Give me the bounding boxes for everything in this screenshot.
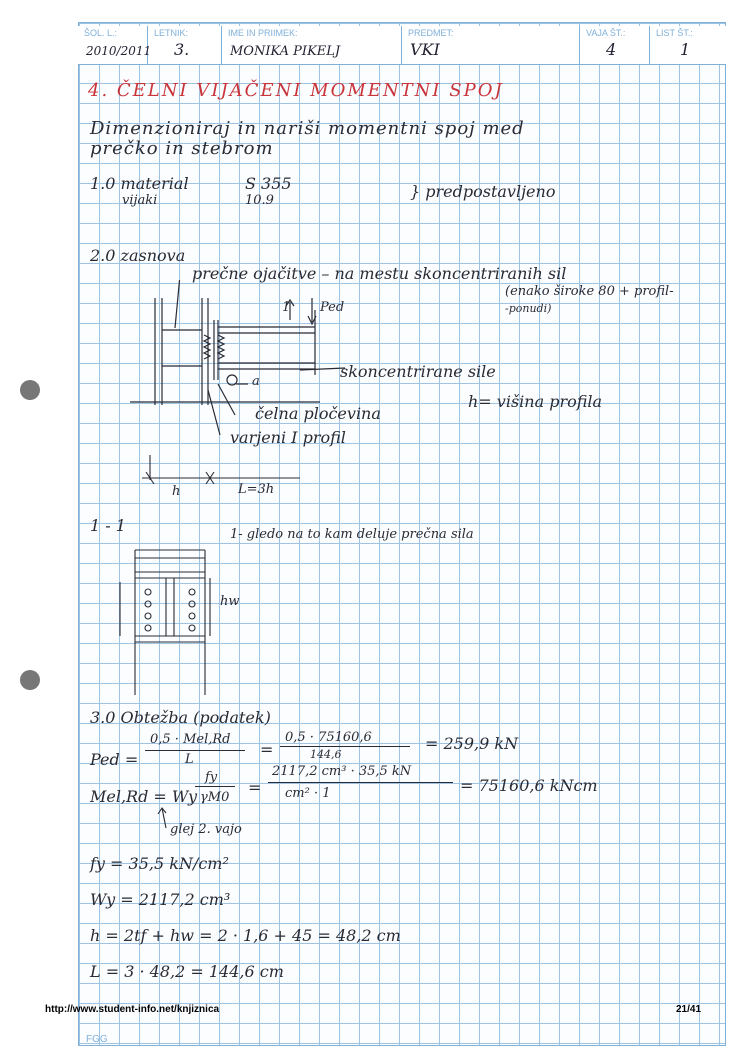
eq1-mid-numerator: 0,5 · 75160,6 — [285, 730, 372, 745]
footer-fgg: FGG — [86, 1034, 108, 1045]
eq1-denominator: L — [185, 752, 194, 767]
header-table — [78, 26, 726, 65]
stiffener-note: prečne ojačitve – na mestu skoncentriranih sil — [192, 264, 567, 283]
eq2-result: = 75160,6 kNcm — [460, 776, 598, 795]
header-label: LIST ŠT.: — [656, 28, 693, 38]
eq2-note: glej 2. vajo — [170, 822, 242, 837]
bolts-value: 10.9 — [245, 193, 274, 208]
eq2-numerator: fy — [205, 770, 218, 785]
eq2-denominator: γM0 — [200, 790, 230, 805]
footer-page-number: 21/41 — [676, 1004, 702, 1015]
bolts-label: vijaki — [122, 193, 158, 208]
section-arrow-label: 1 — [282, 300, 291, 315]
eq2-lhs: Mel,Rd = Wy — [90, 787, 198, 806]
header-name — [222, 26, 402, 64]
eq1-numerator: 0,5 · Mel,Rd — [150, 732, 231, 747]
web-height-label: hw — [220, 594, 240, 609]
eq2-mid-fraction-bar — [268, 782, 453, 783]
wy-value: Wy = 2117,2 cm³ — [90, 890, 231, 909]
header-value: 1 — [680, 40, 691, 59]
material-note: } predpostavljeno — [410, 182, 556, 201]
section-sketch — [100, 540, 260, 700]
eq1-mid-denominator: 144,6 — [310, 748, 342, 761]
concept-label: 2.0 zasnova — [90, 246, 186, 265]
load-label: Ped — [320, 300, 345, 315]
eq1-equals: = — [260, 740, 274, 759]
dimension-line — [140, 450, 310, 490]
footer-url: http://www.student-info.net/knjiznica — [45, 1004, 220, 1015]
eq1-result: = 259,9 kN — [425, 734, 519, 753]
header-label: ŠOL. L.: — [84, 28, 118, 38]
material-label: 1.0 material — [90, 174, 189, 193]
page-title: 4. ČELNI VIJAČENI MOMENTNI SPOJ — [88, 80, 504, 101]
header-value: 3. — [174, 40, 190, 59]
dim-h-label: h — [172, 484, 181, 499]
welded-profile-label: varjeni I profil — [230, 428, 346, 447]
header-label: PREDMET: — [408, 28, 454, 38]
weld-label: a — [252, 374, 260, 389]
L-value: L = 3 · 48,2 = 144,6 cm — [90, 962, 284, 981]
loading-label: 3.0 Obtežba (podatek) — [90, 708, 271, 727]
dim-L-label: L=3h — [238, 482, 275, 497]
material-value: S 355 — [245, 174, 292, 193]
header-label: VAJA ŠT.: — [586, 28, 626, 38]
header-value: MONIKA PIKELJ — [230, 44, 341, 59]
concentrated-forces-label: skoncentrirane sile — [340, 362, 496, 381]
eq2-mid-numerator: 2117,2 cm³ · 35,5 kN — [272, 764, 412, 779]
intro-line-2: prečko in stebrom — [90, 138, 274, 159]
header-subject — [402, 26, 580, 64]
header-value: 4 — [606, 40, 617, 59]
fy-value: fy = 35,5 kN/cm² — [90, 854, 229, 873]
stiffener-note-3: -ponudi) — [505, 302, 552, 315]
intro-line-1: Dimenzioniraj in nariši momentni spoj med — [90, 118, 525, 139]
punch-hole-top — [20, 380, 40, 400]
header-year — [148, 26, 222, 64]
end-plate-label: čelna pločevina — [255, 404, 381, 423]
eq1-lhs: Ped = — [90, 750, 139, 769]
eq1-fraction-bar — [145, 750, 245, 751]
section-note: 1- gledo na to kam deluje prečna sila — [230, 527, 474, 542]
eq2-equals: = — [248, 778, 262, 797]
header-sheet — [650, 26, 726, 64]
section-label: 1 - 1 — [90, 516, 126, 535]
stiffener-note-2: (enako široke 80 + profil- — [505, 284, 674, 299]
header-label: IME IN PRIIMEK: — [228, 28, 298, 38]
punch-hole-bottom — [20, 670, 40, 690]
eq2-fraction-bar — [195, 786, 235, 787]
eq1-mid-fraction-bar — [280, 746, 410, 747]
header-value: VKI — [410, 40, 440, 59]
header-school-year — [78, 26, 152, 64]
header-exercise — [580, 26, 650, 64]
eq2-mid-denominator: cm² · 1 — [285, 786, 331, 801]
h-value: h = 2tf + hw = 2 · 1,6 + 45 = 48,2 cm — [90, 926, 401, 945]
header-label: LETNIK: — [154, 28, 189, 38]
header-value: 2010/2011 — [86, 44, 152, 58]
height-definition: h= višina profila — [468, 392, 603, 411]
